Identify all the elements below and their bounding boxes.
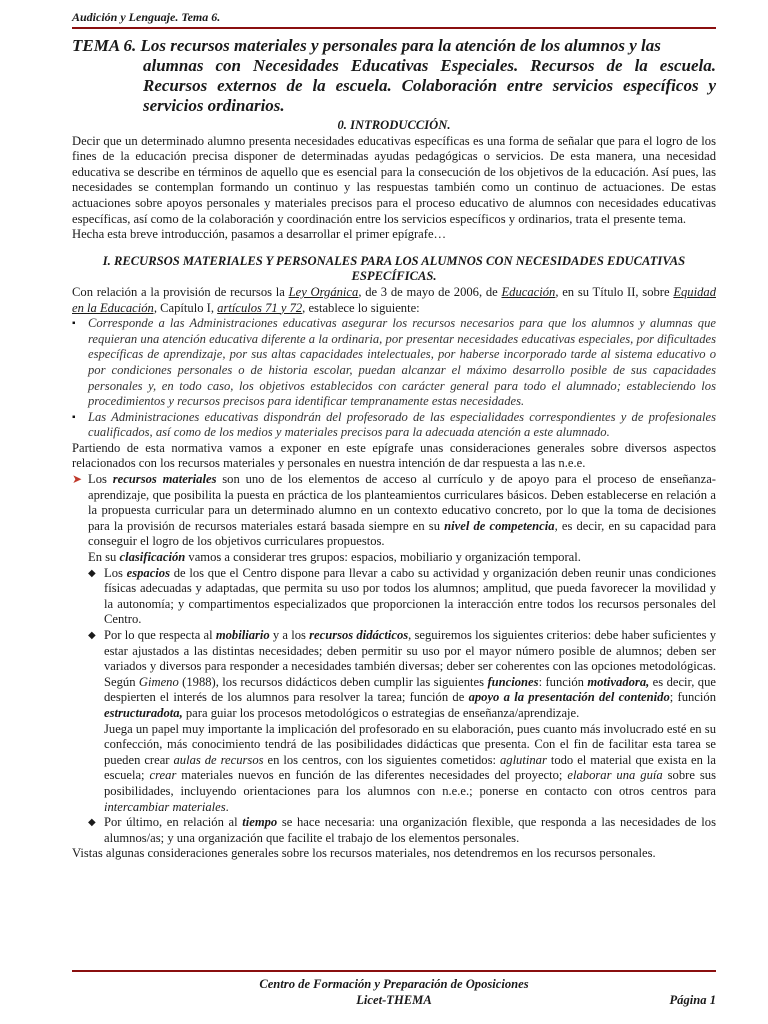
footer-brand: Licet-THEMA	[356, 993, 432, 1007]
law-paragraph: Con relación a la provisión de recursos la Ley Orgánica, de 3 de mayo de 2006, de Educación, en su Título II, sobre Equidad en la Educación, Capítulo I, artículos 71 y 72, establece lo siguiente:	[72, 284, 716, 315]
square-bullet-icon: ▪	[72, 318, 76, 330]
list-item: ▪ Corresponde a las Administraciones educativas asegurar los recursos necesarios para que los alumnos y alumnas que requieran una atención educativa diferente a la ordinaria, por presentar necesidades educativas especiales, por dificultades específicas de aprendizaje, por sus altas capacidades intelectuales, por haberse incorporado tarde al sistema educativo o por condiciones personales o de historia escolar, puedan alcanzar el máximo desarrollo posible de sus capacidades personales y, en todo caso, los objetivos establecidos con carácter general para todo el alumnado; estableciendo los procedimientos y recursos precisos para identificar tempranamente estas necesidades.	[72, 316, 716, 409]
footer-divider	[72, 970, 716, 972]
materials-paragraph: ➤ Los recursos materiales son uno de los elementos de acceso al currículo y de apoyo para el proceso de enseñanza-aprendizaje, que posibilita la puesta en práctica de los planteamientos curriculares básicos. Deben establecerse en relación a la propuesta curricular para un determinado alumno en un contexto educativo concreto, por lo que la toma de decisiones para la provisión de recursos materiales estará basada siempre en su nivel de competencia, es decir, en su capacidad para conseguir el logro de los objetivos curriculares propuestos.	[72, 472, 716, 549]
diamond-bullet-icon: ◆	[88, 817, 96, 829]
diamond-bullet-icon: ◆	[88, 567, 96, 579]
document-title	[72, 36, 716, 116]
running-header: Audición y Lenguaje. Tema 6.	[72, 10, 221, 24]
title-rest: alumnas con Necesidades Educativas Especiales. Recursos de la escuela. Recursos externos de la escuela. Colaboración entre servicios específicos y servicios ordinarios.	[143, 56, 716, 115]
partiendo-paragraph: Partiendo de esta normativa vamos a exponer en este epígrafe unas consideraciones generales sobre diversos aspectos relacionados con los recursos materiales y personales en nuestra intención de dar respuesta a las n.e.e.	[72, 440, 716, 471]
law-bullets	[72, 316, 716, 441]
resource-list	[72, 566, 716, 722]
intro-heading: 0. INTRODUCCIÓN.	[337, 118, 451, 132]
time-list	[72, 815, 716, 846]
page-footer	[72, 976, 716, 1008]
square-bullet-icon: ▪	[72, 411, 76, 423]
intro-paragraph: Decir que un determinado alumno presenta necesidades educativas específicas es una forma de señalar que para el logro de los fines de la educación precisa disponer de determinadas ayudas pedagógicas o servicios. De esta manera, una necesidad educativa se describe en términos de aquello que es esencial para la consecución de los objetivos de la educación. Así pues, las necesidades se contemplan formando un continuo y las respuestas también como un continuo de actuaciones. De estas actuaciones sobre apoyos personales y materiales precisos para el proceso educativo de alumnos con necesidades educativas específicas, así como de la colaboración y coordinación entre los servicios específicos y ordinarios, trata el presente tema.	[72, 133, 716, 226]
title-lead: TEMA 6. Los recursos materiales y personales para la atención de los alumnos y las	[72, 36, 661, 55]
closing-paragraph: Vistas algunas consideraciones generales sobre los recursos materiales, nos detendremos en los recursos personales.	[72, 846, 656, 861]
classification-paragraph: En su clasificación vamos a considerar tres grupos: espacios, mobiliario y organización temporal.	[88, 550, 581, 565]
arrow-bullet-icon: ➤	[72, 472, 83, 487]
list-item: ▪ Las Administraciones educativas dispondrán del profesorado de las especialidades correspondientes y de profesionales cualificados, así como de los medios y materiales precisos para la adecuada atención a este alumnado.	[72, 409, 716, 440]
header-divider	[72, 27, 716, 29]
intro-closing: Hecha esta breve introducción, pasamos a desarrollar el primer epígrafe…	[72, 227, 447, 242]
diamond-bullet-icon: ◆	[88, 630, 96, 641]
list-item: ◆ Los espacios de los que el Centro dispone para llevar a cabo su actividad y organización deben reunir unas condiciones físicas adecuadas y adaptadas, que permita su uso por todos los alumnos; amplitud, que pueda favorecer la movilidad y la autonomía; y compartimentos especializados que proporcionen la interacción entre todos los recursos personales del Centro.	[88, 565, 716, 627]
teacher-paragraph: Juega un papel muy importante la implicación del profesorado en su elaboración, pues cuanto más involucrado esté en su confección, más conocimiento tendrá de las posibilidades didácticas que presenta. Con el fin de facilitar esta tarea se pueden crear aulas de recursos en los centros, con los siguientes cometidos: aglutinar todo el material que exista en la escuela; crear materiales nuevos en función de las diferentes necesidades del proyecto; elaborar una guía sobre sus posibilidades, incluyendo orientaciones para los alumnos con n.e.e.; ponerse en contacto con otros centros para intercambiar materiales.	[104, 721, 717, 814]
footer-org: Centro de Formación y Preparación de Oposiciones	[259, 977, 529, 991]
document-body	[72, 118, 716, 862]
section1-heading: I. RECURSOS MATERIALES Y PERSONALES PARA LOS ALUMNOS CON NECESIDADES EDUCATIVAS ESPECÍFICAS.	[102, 253, 686, 284]
list-item: ◆ Por último, en relación al tiempo se hace necesaria: una organización flexible, que responda a las necesidades de los alumnos/as; y una organización que facilite el trabajo de los elementos personales.	[88, 815, 716, 845]
list-item: ◆ Por lo que respecta al mobiliario y a los recursos didácticos, seguiremos los siguientes criterios: debe haber suficientes y estar ajustados a las distintas necesidades; deben permitir su uso por el mayor número posible de alumnos; deben ser variados y diversos para responder a necesidades también diversas; deber ser coherentes con las opciones metodológicas. Según Gimeno (1988), los recursos didácticos deben cumplir las siguientes funciones: función motivadora, es decir, que despierten el interés de los alumnos para resolver la tarea; función de apoyo a la presentación del contenido; función estructuradota, para guiar los procesos metodológicos o estrategias de enseñanza/aprendizaje.	[88, 628, 717, 720]
page-number: Página 1	[669, 993, 716, 1007]
